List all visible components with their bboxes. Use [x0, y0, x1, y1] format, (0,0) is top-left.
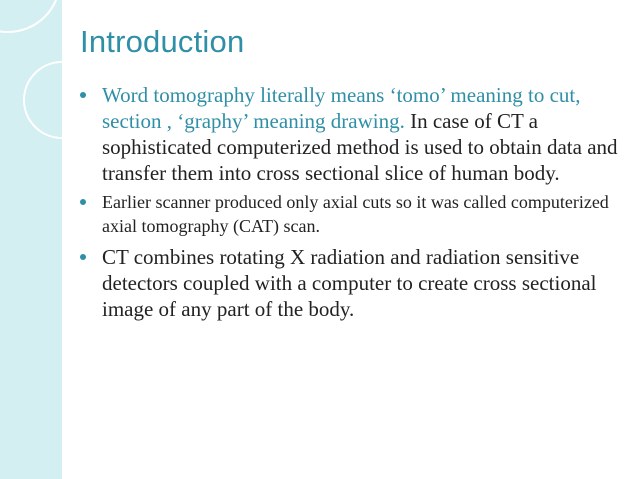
bullet-dot-icon [80, 254, 86, 260]
bullet-dot-icon [80, 92, 86, 98]
decorative-sidebar [0, 0, 62, 479]
bullet-text: In case of CT a sophisticated computerized method is used to obtain data and transfer them into cross sectional slice of human body. [102, 109, 618, 185]
bullet-text: CT combines rotating X radiation and radiation sensitive detectors coupled with a computer to create cross sectional image of any part of the body. [102, 245, 597, 321]
slide-title: Introduction [80, 24, 245, 59]
bullet-text: Earlier scanner produced only axial cuts so it was called computerized axial tomography (CAT) scan. [102, 192, 609, 236]
bullet-item-ct-combines [80, 244, 620, 322]
bullet-item-axial-scanner [80, 190, 620, 238]
decorative-circles [0, 0, 62, 479]
bullet-accent-text: Word tomography literally means ‘tomo’ meaning to cut, section , ‘graphy’ meaning drawing. [102, 83, 581, 133]
bullet-dot-icon [80, 199, 86, 205]
bullet-item-tomography [80, 82, 620, 186]
sidebar-divider [64, 0, 66, 479]
bullet-list [80, 82, 620, 322]
